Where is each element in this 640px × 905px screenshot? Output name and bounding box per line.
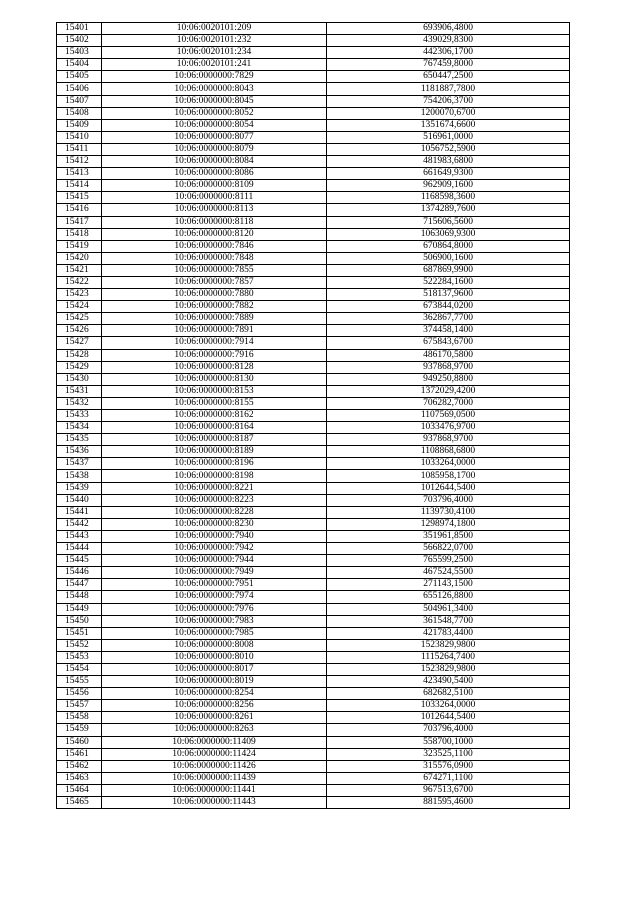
table-row (57, 784, 570, 796)
row-number-cell: 15410 (57, 131, 102, 143)
table-row (57, 797, 570, 809)
value-cell: 481983,6800 (327, 156, 570, 168)
cadastral-number-cell: 10:06:0000000:8077 (102, 131, 327, 143)
row-number-cell: 15418 (57, 228, 102, 240)
value-cell: 687869,9900 (327, 264, 570, 276)
table-row (57, 192, 570, 204)
row-number-cell: 15405 (57, 71, 102, 83)
value-cell: 1063069,9300 (327, 228, 570, 240)
cadastral-number-cell: 10:06:0000000:8120 (102, 228, 327, 240)
cadastral-number-cell: 10:06:0000000:8113 (102, 204, 327, 216)
row-number-cell: 15440 (57, 494, 102, 506)
table-row (57, 543, 570, 555)
row-number-cell: 15447 (57, 579, 102, 591)
row-number-cell: 15438 (57, 470, 102, 482)
cadastral-number-cell: 10:06:0000000:7891 (102, 325, 327, 337)
value-cell: 566822,0700 (327, 543, 570, 555)
row-number-cell: 15465 (57, 797, 102, 809)
value-cell: 323525,1100 (327, 748, 570, 760)
row-number-cell: 15424 (57, 301, 102, 313)
table-row (57, 748, 570, 760)
row-number-cell: 15417 (57, 216, 102, 228)
table-row (57, 482, 570, 494)
table-row (57, 216, 570, 228)
row-number-cell: 15401 (57, 23, 102, 35)
table-row (57, 228, 570, 240)
value-cell: 522284,1600 (327, 276, 570, 288)
value-cell: 765599,2500 (327, 555, 570, 567)
value-cell: 650447,2500 (327, 71, 570, 83)
cadastral-number-cell: 10:06:0000000:8128 (102, 361, 327, 373)
row-number-cell: 15449 (57, 603, 102, 615)
row-number-cell: 15407 (57, 95, 102, 107)
row-number-cell: 15430 (57, 373, 102, 385)
value-cell: 655126,8800 (327, 591, 570, 603)
value-cell: 516961,0000 (327, 131, 570, 143)
value-cell: 362867,7700 (327, 313, 570, 325)
cadastral-number-cell: 10:06:0000000:8054 (102, 119, 327, 131)
row-number-cell: 15441 (57, 506, 102, 518)
table-row (57, 506, 570, 518)
table-row (57, 349, 570, 361)
cadastral-number-cell: 10:06:0000000:8155 (102, 397, 327, 409)
value-cell: 881595,4600 (327, 797, 570, 809)
value-cell: 1523829,9800 (327, 663, 570, 675)
value-cell: 361548,7700 (327, 615, 570, 627)
cadastral-number-cell: 10:06:0000000:8221 (102, 482, 327, 494)
row-number-cell: 15457 (57, 700, 102, 712)
row-number-cell: 15445 (57, 555, 102, 567)
cadastral-number-cell: 10:06:0000000:8086 (102, 168, 327, 180)
value-cell: 670864,8000 (327, 240, 570, 252)
row-number-cell: 15453 (57, 651, 102, 663)
row-number-cell: 15442 (57, 518, 102, 530)
table-row (57, 35, 570, 47)
cadastral-number-cell: 10:06:0000000:7976 (102, 603, 327, 615)
table-row (57, 252, 570, 264)
table-row (57, 639, 570, 651)
value-cell: 767459,8000 (327, 59, 570, 71)
table-row (57, 651, 570, 663)
cadastral-number-cell: 10:06:0000000:8109 (102, 180, 327, 192)
cadastral-number-cell: 10:06:0000000:8261 (102, 712, 327, 724)
row-number-cell: 15403 (57, 47, 102, 59)
table-row (57, 518, 570, 530)
row-number-cell: 15464 (57, 784, 102, 796)
cadastral-number-cell: 10:06:0020101:209 (102, 23, 327, 35)
cadastral-number-cell: 10:06:0000000:7882 (102, 301, 327, 313)
row-number-cell: 15425 (57, 313, 102, 325)
table-row (57, 422, 570, 434)
value-cell: 937868,9700 (327, 361, 570, 373)
table-row (57, 47, 570, 59)
cadastral-number-cell: 10:06:0000000:11441 (102, 784, 327, 796)
table-row (57, 361, 570, 373)
cadastral-number-cell: 10:06:0000000:7940 (102, 530, 327, 542)
row-number-cell: 15419 (57, 240, 102, 252)
cadastral-number-cell: 10:06:0000000:8164 (102, 422, 327, 434)
cadastral-number-cell: 10:06:0000000:8017 (102, 663, 327, 675)
cadastral-number-cell: 10:06:0000000:7829 (102, 71, 327, 83)
row-number-cell: 15454 (57, 663, 102, 675)
value-cell: 504961,3400 (327, 603, 570, 615)
row-number-cell: 15443 (57, 530, 102, 542)
table-row (57, 107, 570, 119)
table-row (57, 385, 570, 397)
value-cell: 673844,0200 (327, 301, 570, 313)
table-row (57, 156, 570, 168)
value-cell: 703796,4000 (327, 494, 570, 506)
table-row (57, 373, 570, 385)
row-number-cell: 15437 (57, 458, 102, 470)
cadastral-number-cell: 10:06:0000000:8118 (102, 216, 327, 228)
value-cell: 1374289,7600 (327, 204, 570, 216)
value-cell: 1012644,5400 (327, 482, 570, 494)
table-row (57, 603, 570, 615)
table-row (57, 760, 570, 772)
value-cell: 1200070,6700 (327, 107, 570, 119)
table-row (57, 772, 570, 784)
value-cell: 703796,4000 (327, 724, 570, 736)
cadastral-number-cell: 10:06:0020101:232 (102, 35, 327, 47)
row-number-cell: 15444 (57, 543, 102, 555)
cadastral-number-cell: 10:06:0000000:7846 (102, 240, 327, 252)
row-number-cell: 15446 (57, 567, 102, 579)
row-number-cell: 15408 (57, 107, 102, 119)
cadastral-number-cell: 10:06:0000000:8008 (102, 639, 327, 651)
cadastral-number-cell: 10:06:0000000:7942 (102, 543, 327, 555)
table-row (57, 676, 570, 688)
value-cell: 467524,5500 (327, 567, 570, 579)
cadastral-number-cell: 10:06:0000000:11443 (102, 797, 327, 809)
cadastral-number-cell: 10:06:0000000:8079 (102, 143, 327, 155)
value-cell: 962909,1600 (327, 180, 570, 192)
table-row (57, 180, 570, 192)
cadastral-number-cell: 10:06:0000000:8045 (102, 95, 327, 107)
table-row (57, 591, 570, 603)
table-row (57, 276, 570, 288)
value-cell: 715606,5600 (327, 216, 570, 228)
table-row (57, 555, 570, 567)
value-cell: 506900,1600 (327, 252, 570, 264)
value-cell: 1523829,9800 (327, 639, 570, 651)
value-cell: 949250,8800 (327, 373, 570, 385)
table-row (57, 434, 570, 446)
row-number-cell: 15451 (57, 627, 102, 639)
row-number-cell: 15448 (57, 591, 102, 603)
row-number-cell: 15456 (57, 688, 102, 700)
row-number-cell: 15412 (57, 156, 102, 168)
table-row (57, 736, 570, 748)
cadastral-number-cell: 10:06:0000000:8187 (102, 434, 327, 446)
table-row (57, 458, 570, 470)
cadastral-number-cell: 10:06:0000000:7983 (102, 615, 327, 627)
table-row (57, 615, 570, 627)
cadastral-number-cell: 10:06:0000000:7914 (102, 337, 327, 349)
value-cell: 1107569,0500 (327, 410, 570, 422)
cadastral-number-cell: 10:06:0000000:7949 (102, 567, 327, 579)
row-number-cell: 15422 (57, 276, 102, 288)
cadastral-number-cell: 10:06:0020101:241 (102, 59, 327, 71)
cadastral-number-cell: 10:06:0020101:234 (102, 47, 327, 59)
cadastral-number-cell: 10:06:0000000:8043 (102, 83, 327, 95)
table-row (57, 724, 570, 736)
row-number-cell: 15455 (57, 676, 102, 688)
table-row (57, 59, 570, 71)
cadastral-number-cell: 10:06:0000000:7944 (102, 555, 327, 567)
table-row (57, 264, 570, 276)
value-cell: 486170,5800 (327, 349, 570, 361)
value-cell: 1033264,0000 (327, 458, 570, 470)
cadastral-number-cell: 10:06:0000000:8010 (102, 651, 327, 663)
value-cell: 1108868,6800 (327, 446, 570, 458)
row-number-cell: 15426 (57, 325, 102, 337)
cadastral-number-cell: 10:06:0000000:8153 (102, 385, 327, 397)
row-number-cell: 15435 (57, 434, 102, 446)
value-cell: 558700,1000 (327, 736, 570, 748)
row-number-cell: 15459 (57, 724, 102, 736)
table-row (57, 470, 570, 482)
cadastral-number-cell: 10:06:0000000:7848 (102, 252, 327, 264)
row-number-cell: 15414 (57, 180, 102, 192)
table-row (57, 337, 570, 349)
table-row (57, 688, 570, 700)
row-number-cell: 15452 (57, 639, 102, 651)
row-number-cell: 15413 (57, 168, 102, 180)
row-number-cell: 15429 (57, 361, 102, 373)
value-cell: 315576,0900 (327, 760, 570, 772)
value-cell: 1033476,9700 (327, 422, 570, 434)
value-cell: 693906,4800 (327, 23, 570, 35)
cadastral-number-cell: 10:06:0000000:8130 (102, 373, 327, 385)
table-row (57, 240, 570, 252)
row-number-cell: 15409 (57, 119, 102, 131)
value-cell: 1012644,5400 (327, 712, 570, 724)
cadastral-number-cell: 10:06:0000000:8254 (102, 688, 327, 700)
table-row (57, 446, 570, 458)
cadastral-number-cell: 10:06:0000000:8111 (102, 192, 327, 204)
cadastral-number-cell: 10:06:0000000:7857 (102, 276, 327, 288)
cadastral-number-cell: 10:06:0000000:7951 (102, 579, 327, 591)
cadastral-number-cell: 10:06:0000000:7855 (102, 264, 327, 276)
table-row (57, 313, 570, 325)
row-number-cell: 15420 (57, 252, 102, 264)
row-number-cell: 15458 (57, 712, 102, 724)
cadastral-number-cell: 10:06:0000000:8019 (102, 676, 327, 688)
table-row (57, 131, 570, 143)
table-row (57, 289, 570, 301)
cadastral-number-cell: 10:06:0000000:11439 (102, 772, 327, 784)
row-number-cell: 15463 (57, 772, 102, 784)
row-number-cell: 15439 (57, 482, 102, 494)
table-row (57, 410, 570, 422)
value-cell: 439029,8300 (327, 35, 570, 47)
row-number-cell: 15402 (57, 35, 102, 47)
cadastral-number-cell: 10:06:0000000:7916 (102, 349, 327, 361)
value-cell: 442306,1700 (327, 47, 570, 59)
value-cell: 706282,7000 (327, 397, 570, 409)
value-cell: 1056752,5900 (327, 143, 570, 155)
value-cell: 682682,5100 (327, 688, 570, 700)
table-row (57, 95, 570, 107)
table-row (57, 494, 570, 506)
value-cell: 518137,9600 (327, 289, 570, 301)
table-row (57, 567, 570, 579)
table-row (57, 663, 570, 675)
table-row (57, 712, 570, 724)
cadastral-number-cell: 10:06:0000000:11424 (102, 748, 327, 760)
row-number-cell: 15450 (57, 615, 102, 627)
value-cell: 1085958,1700 (327, 470, 570, 482)
cadastral-number-cell: 10:06:0000000:7974 (102, 591, 327, 603)
cadastral-number-cell: 10:06:0000000:8230 (102, 518, 327, 530)
row-number-cell: 15460 (57, 736, 102, 748)
row-number-cell: 15461 (57, 748, 102, 760)
row-number-cell: 15406 (57, 83, 102, 95)
table-row (57, 83, 570, 95)
table-body (57, 23, 570, 809)
value-cell: 271143,1500 (327, 579, 570, 591)
cadastral-number-cell: 10:06:0000000:8198 (102, 470, 327, 482)
data-table (56, 22, 570, 809)
value-cell: 421783,4400 (327, 627, 570, 639)
row-number-cell: 15428 (57, 349, 102, 361)
cadastral-number-cell: 10:06:0000000:7985 (102, 627, 327, 639)
table-row (57, 168, 570, 180)
cadastral-number-cell: 10:06:0000000:7889 (102, 313, 327, 325)
value-cell: 661649,9300 (327, 168, 570, 180)
row-number-cell: 15411 (57, 143, 102, 155)
row-number-cell: 15427 (57, 337, 102, 349)
value-cell: 423490,5400 (327, 676, 570, 688)
value-cell: 1168598,3600 (327, 192, 570, 204)
cadastral-number-cell: 10:06:0000000:8256 (102, 700, 327, 712)
cadastral-number-cell: 10:06:0000000:8189 (102, 446, 327, 458)
table-row (57, 23, 570, 35)
row-number-cell: 15432 (57, 397, 102, 409)
table-row (57, 71, 570, 83)
value-cell: 1351674,6600 (327, 119, 570, 131)
cadastral-number-cell: 10:06:0000000:8223 (102, 494, 327, 506)
row-number-cell: 15462 (57, 760, 102, 772)
cadastral-number-cell: 10:06:0000000:8162 (102, 410, 327, 422)
value-cell: 967513,6700 (327, 784, 570, 796)
value-cell: 1033264,0000 (327, 700, 570, 712)
table-row (57, 530, 570, 542)
cadastral-number-cell: 10:06:0000000:8052 (102, 107, 327, 119)
row-number-cell: 15434 (57, 422, 102, 434)
cadastral-number-cell: 10:06:0000000:8263 (102, 724, 327, 736)
row-number-cell: 15404 (57, 59, 102, 71)
value-cell: 351961,8500 (327, 530, 570, 542)
table-row (57, 397, 570, 409)
table-row (57, 301, 570, 313)
value-cell: 1115264,7400 (327, 651, 570, 663)
value-cell: 374458,1400 (327, 325, 570, 337)
cadastral-number-cell: 10:06:0000000:7880 (102, 289, 327, 301)
value-cell: 1181887,7800 (327, 83, 570, 95)
row-number-cell: 15416 (57, 204, 102, 216)
cadastral-number-cell: 10:06:0000000:11409 (102, 736, 327, 748)
row-number-cell: 15423 (57, 289, 102, 301)
table-row (57, 119, 570, 131)
value-cell: 675843,6700 (327, 337, 570, 349)
value-cell: 674271,1100 (327, 772, 570, 784)
cadastral-number-cell: 10:06:0000000:8084 (102, 156, 327, 168)
cadastral-number-cell: 10:06:0000000:11426 (102, 760, 327, 772)
row-number-cell: 15436 (57, 446, 102, 458)
row-number-cell: 15421 (57, 264, 102, 276)
table-row (57, 579, 570, 591)
value-cell: 1139730,4100 (327, 506, 570, 518)
value-cell: 1372029,4200 (327, 385, 570, 397)
table-row (57, 627, 570, 639)
table-row (57, 204, 570, 216)
table-row (57, 325, 570, 337)
value-cell: 754206,3700 (327, 95, 570, 107)
cadastral-number-cell: 10:06:0000000:8228 (102, 506, 327, 518)
value-cell: 1298974,1800 (327, 518, 570, 530)
table-row (57, 143, 570, 155)
row-number-cell: 15415 (57, 192, 102, 204)
table-row (57, 700, 570, 712)
row-number-cell: 15431 (57, 385, 102, 397)
row-number-cell: 15433 (57, 410, 102, 422)
cadastral-number-cell: 10:06:0000000:8196 (102, 458, 327, 470)
value-cell: 937868,9700 (327, 434, 570, 446)
